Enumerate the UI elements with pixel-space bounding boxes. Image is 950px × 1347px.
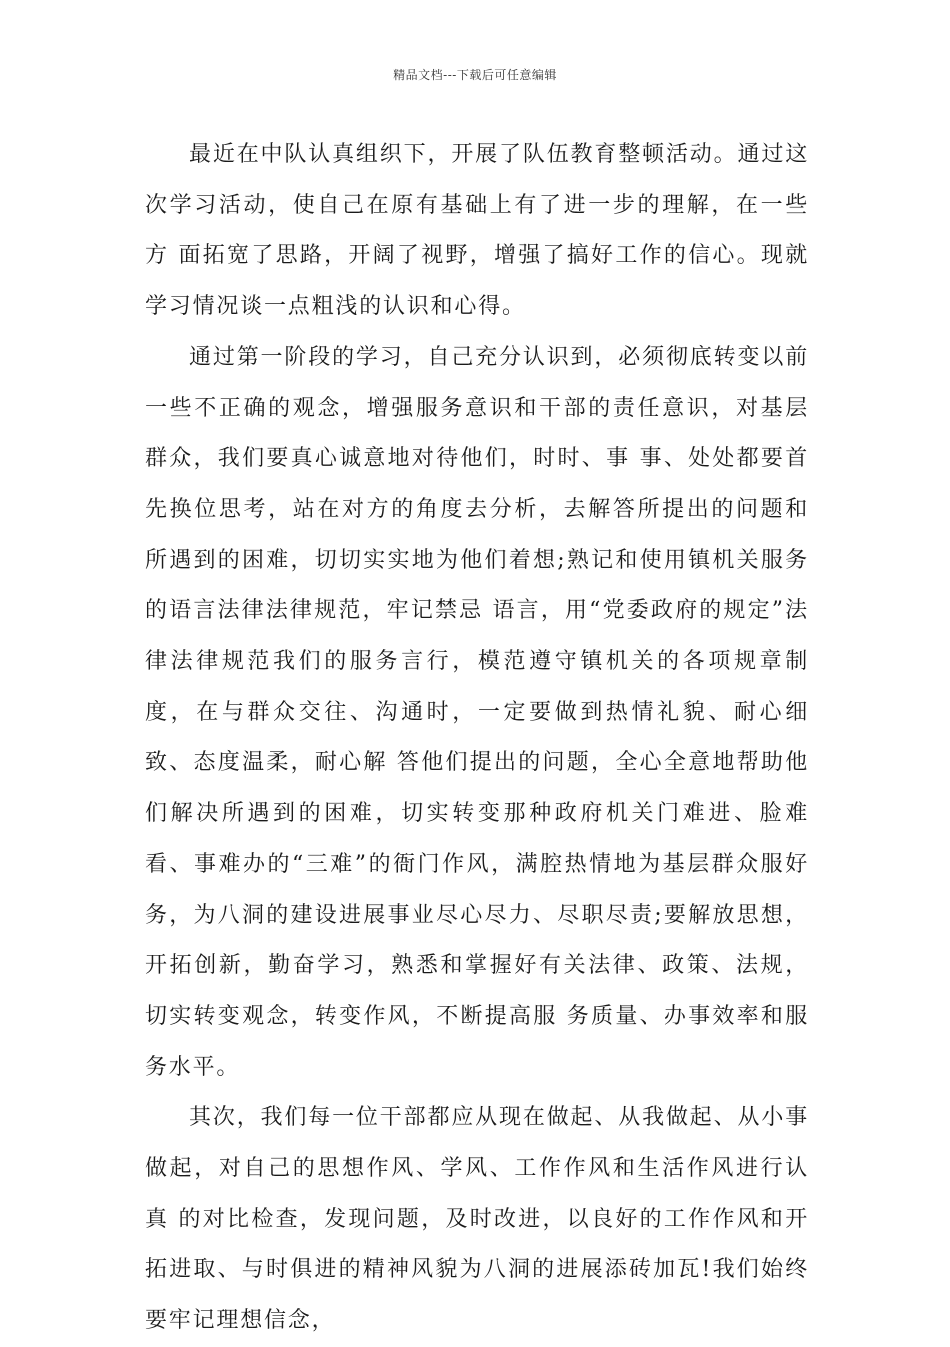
page-header: 精品文档---下载后可任意编辑 [393,68,557,82]
paragraph-2: 通过第一阶段的学习，自己充分认识到，必须彻底转变以前一些不正确的观念，增强服务意识和干部的责任意识，对基层群众，我们要真心诚意地对待他们，时时、事 事、处处都要首先换位思考，站在对方的角度去分析，去解答所提出的问题和所遇到的困难，切切实实地为他们着想;熟记和使用镇机关服务的语言法律法律规范，牢记禁忌 语言，用“党委政府的规定”法律法律规范我们的服务言行，模范遵守镇机关的各项规章制度，在与群众交往、沟通时，一定要做到热情礼貌、耐心细致、态度温柔，耐心解 答他们提出的问题，全心全意地帮助他们解决所遇到的困难，切实转变那种政府机关门难进、脸难看、事难办的“三难”的衙门作风，满腔热情地为基层群众服好 务，为八洞的建设进展事业尽心尽力、尽职尽责;要解放思想，开拓创新，勤奋学习，熟悉和掌握好有关法律、政策、法规，切实转变观念，转变作风，不断提高服 务质量、办事效率和服务水平。 [145,344,809,1080]
document-body [145,130,809,1347]
paragraph-3: 其次，我们每一位干部都应从现在做起、从我做起、从小事做起，对自己的思想作风、学风、工作作风和生活作风进行认真 的对比检查，发现问题，及时改进，以良好的工作作风和开拓进取、与时俱进的精神风貌为八洞的进展添砖加瓦!我们始终要牢记理想信念， [145,1105,809,1334]
paragraph-1: 最近在中队认真组织下，开展了队伍教育整顿活动。通过这次学习活动，使自己在原有基础上有了进一步的理解，在一些方 面拓宽了思路，开阔了视野，增强了搞好工作的信心。现就学习情况谈一点粗浅的认识和心得。 [145,142,809,320]
